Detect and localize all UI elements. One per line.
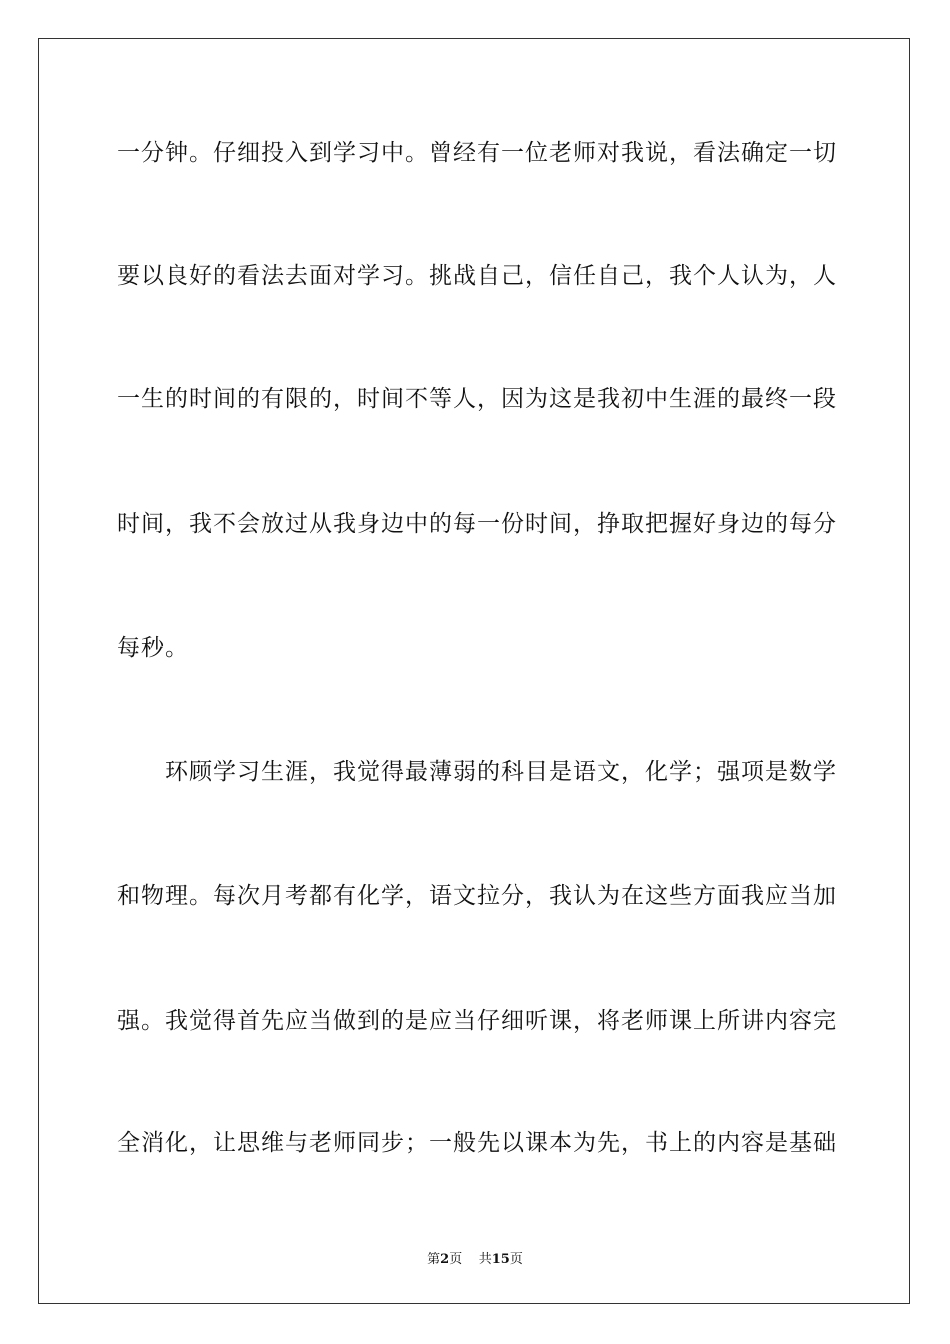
- text-line: 时间，我不会放过从我身边中的每一份时间，挣取把握好身边的每分: [117, 511, 837, 537]
- total-suffix: 页: [509, 1252, 523, 1267]
- page-number: 2: [440, 1252, 450, 1267]
- page-footer: [0, 1248, 950, 1267]
- page-border: [38, 38, 910, 1304]
- text-line: 要以良好的看法去面对学习。挑战自己，信任自己，我个人认为，人: [117, 263, 837, 289]
- page-prefix: 第: [427, 1252, 441, 1267]
- total-pages: 15: [491, 1252, 510, 1267]
- text-line: 全消化，让思维与老师同步；一般先以课本为先，书上的内容是基础: [117, 1130, 837, 1156]
- total-prefix: 共: [478, 1252, 492, 1267]
- text-line: 每秒。: [117, 635, 189, 661]
- page-suffix: 页: [449, 1252, 463, 1267]
- text-line: 一分钟。仔细投入到学习中。曾经有一位老师对我说，看法确定一切: [117, 140, 837, 166]
- text-line: 环顾学习生涯，我觉得最薄弱的科目是语文，化学；强项是数学: [117, 759, 837, 785]
- text-line: 和物理。每次月考都有化学，语文拉分，我认为在这些方面我应当加: [117, 883, 837, 909]
- text-line: 一生的时间的有限的，时间不等人，因为这是我初中生涯的最终一段: [117, 386, 837, 412]
- text-line: 强。我觉得首先应当做到的是应当仔细听课，将老师课上所讲内容完: [117, 1008, 837, 1034]
